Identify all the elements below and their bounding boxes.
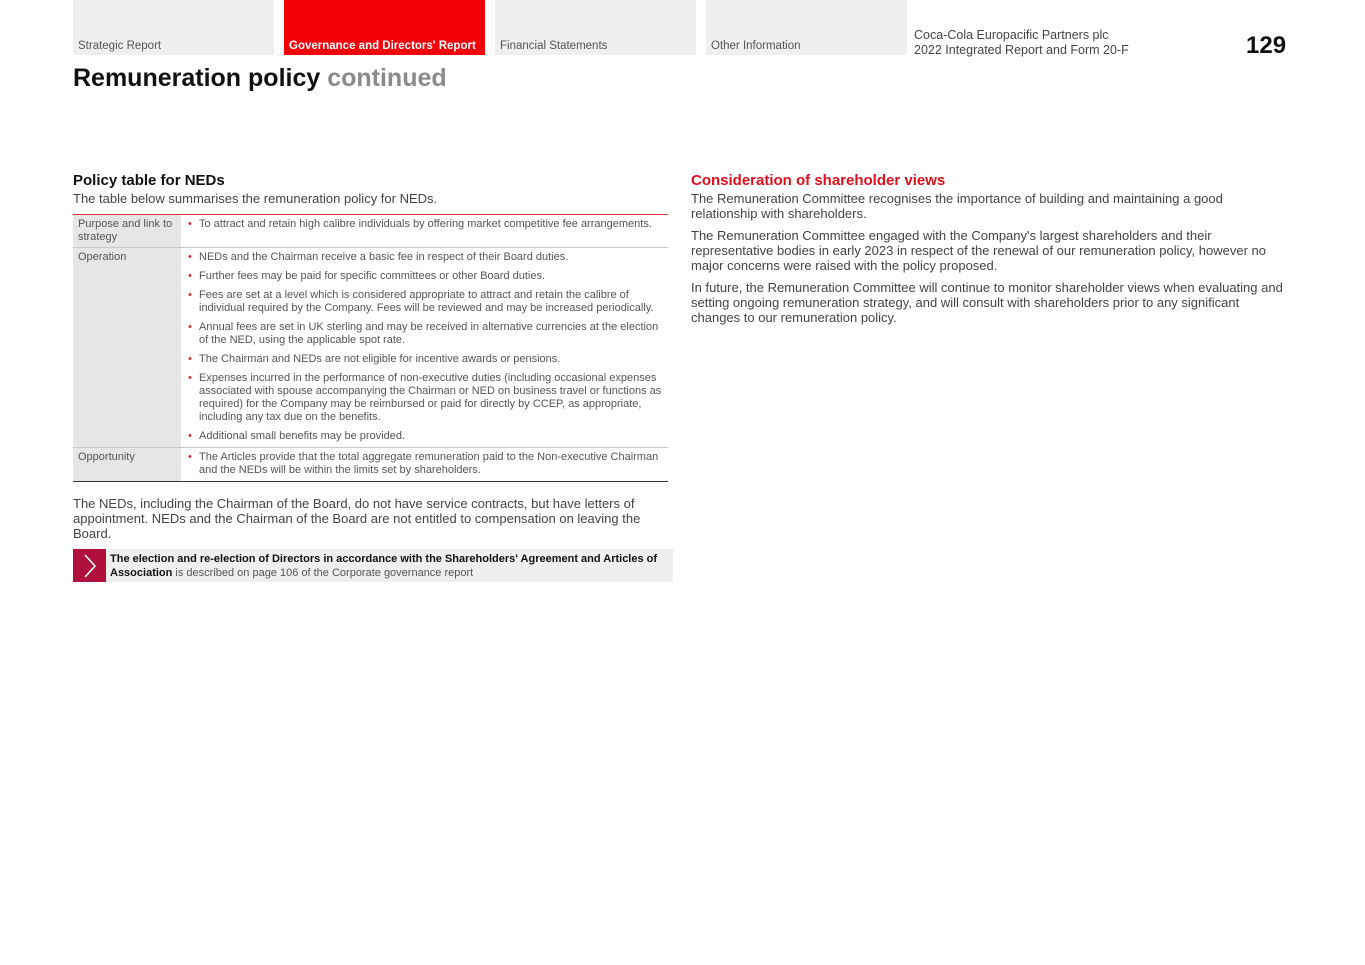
row-label: Operation: [73, 248, 181, 448]
paragraph: In future, the Remuneration Committee will continue to monitor shareholder views when evaluating and setting ongoing remuneration strategy, and will consult with shareholders prior to any significant changes to our remuneration policy.: [691, 280, 1283, 325]
tab-other-information[interactable]: [706, 0, 907, 55]
tab-label: Financial Statements: [500, 40, 608, 52]
bullet-item: • Further fees may be paid for specific committees or other Board duties.: [187, 270, 664, 283]
table-row: [73, 248, 668, 448]
bullet-item: • Additional small benefits may be provided.: [187, 430, 664, 443]
report-name: 2022 Integrated Report and Form 20-F: [914, 43, 1129, 57]
bullet-item: • NEDs and the Chairman receive a basic fee in respect of their Board duties.: [187, 251, 664, 264]
bullet-item: • To attract and retain high calibre individuals by offering market competitive fee arrangements.: [187, 218, 664, 231]
row-body: [181, 248, 668, 448]
callout-rest-text: is described on page 106 of the Corporate governance report: [172, 566, 474, 579]
bullet-item: • Annual fees are set in UK sterling and may be received in alternative currencies at the election of the NED, using the applicable spot rate.: [187, 321, 664, 347]
chevron-right-icon[interactable]: [73, 549, 106, 582]
tab-financial-statements[interactable]: [495, 0, 696, 55]
bullet-item: • Fees are set at a level which is considered appropriate to attract and retain the calibre of individual required by the Company. Fees will be reviewed and may be increased periodically.: [187, 289, 664, 315]
page-title-main: Remuneration policy: [73, 64, 321, 92]
report-identifier: [914, 28, 1129, 58]
left-column: [73, 172, 673, 582]
bullet-item: • Expenses incurred in the performance of non-executive duties (including occasional expenses associated with spouse accompanying the Chairman or NED on business travel or functions as required) for the Company may be reimbursed or paid for directly by CCEP, as appropriate, including any tax due on the benefits.: [187, 372, 664, 424]
right-column: [691, 172, 1291, 332]
table-row: [73, 448, 668, 482]
paragraph: The Remuneration Committee engaged with the Company's largest shareholders and their representative bodies in early 2023 in respect of the renewal of our remuneration policy, however no major concerns were raised with the policy proposed.: [691, 228, 1266, 273]
policy-table-intro: The table below summarises the remuneration policy for NEDs.: [73, 191, 438, 206]
row-body: [181, 448, 668, 482]
row-body: [181, 215, 668, 248]
bullet-item: • The Chairman and NEDs are not eligible for incentive awards or pensions.: [187, 353, 664, 366]
page-title-suffix: continued: [327, 64, 447, 92]
page-number: 129: [1246, 32, 1287, 59]
policy-table-heading: Policy table for NEDs: [73, 172, 225, 189]
callout-text: [106, 552, 673, 580]
page-title: [73, 64, 447, 93]
row-label: Purpose and link to strategy: [73, 215, 181, 248]
paragraph: The Remuneration Committee recognises the importance of building and maintaining a good relationship with shareholders.: [691, 191, 1223, 221]
ned-contracts-paragraph: The NEDs, including the Chairman of the Board, do not have service contracts, but have letters of appointment. NEDs and the Chairman of the Board are not entitled to compensation on leaving the Board.: [73, 496, 641, 541]
table-row: [73, 215, 668, 248]
tab-label: Strategic Report: [78, 40, 162, 52]
company-name: Coca-Cola Europacific Partners plc: [914, 28, 1109, 42]
tab-label: Other Information: [711, 40, 801, 52]
tab-strategic-report[interactable]: [73, 0, 274, 55]
callout-bold-text: The election and re-election of Directors in accordance with the Shareholders' Agreement and Articles of Association: [110, 552, 658, 579]
bullet-item: • The Articles provide that the total aggregate remuneration paid to the Non-executive Chairman and the NEDs will be within the limits set by shareholders.: [187, 451, 664, 477]
ned-policy-table: [73, 214, 668, 482]
shareholder-views-heading: Consideration of shareholder views: [691, 172, 946, 189]
cross-reference-callout[interactable]: [73, 549, 673, 582]
section-nav: [73, 0, 907, 55]
row-label: Opportunity: [73, 448, 181, 482]
tab-label: Governance and Directors' Report: [289, 40, 476, 52]
tab-governance[interactable]: [284, 0, 485, 55]
